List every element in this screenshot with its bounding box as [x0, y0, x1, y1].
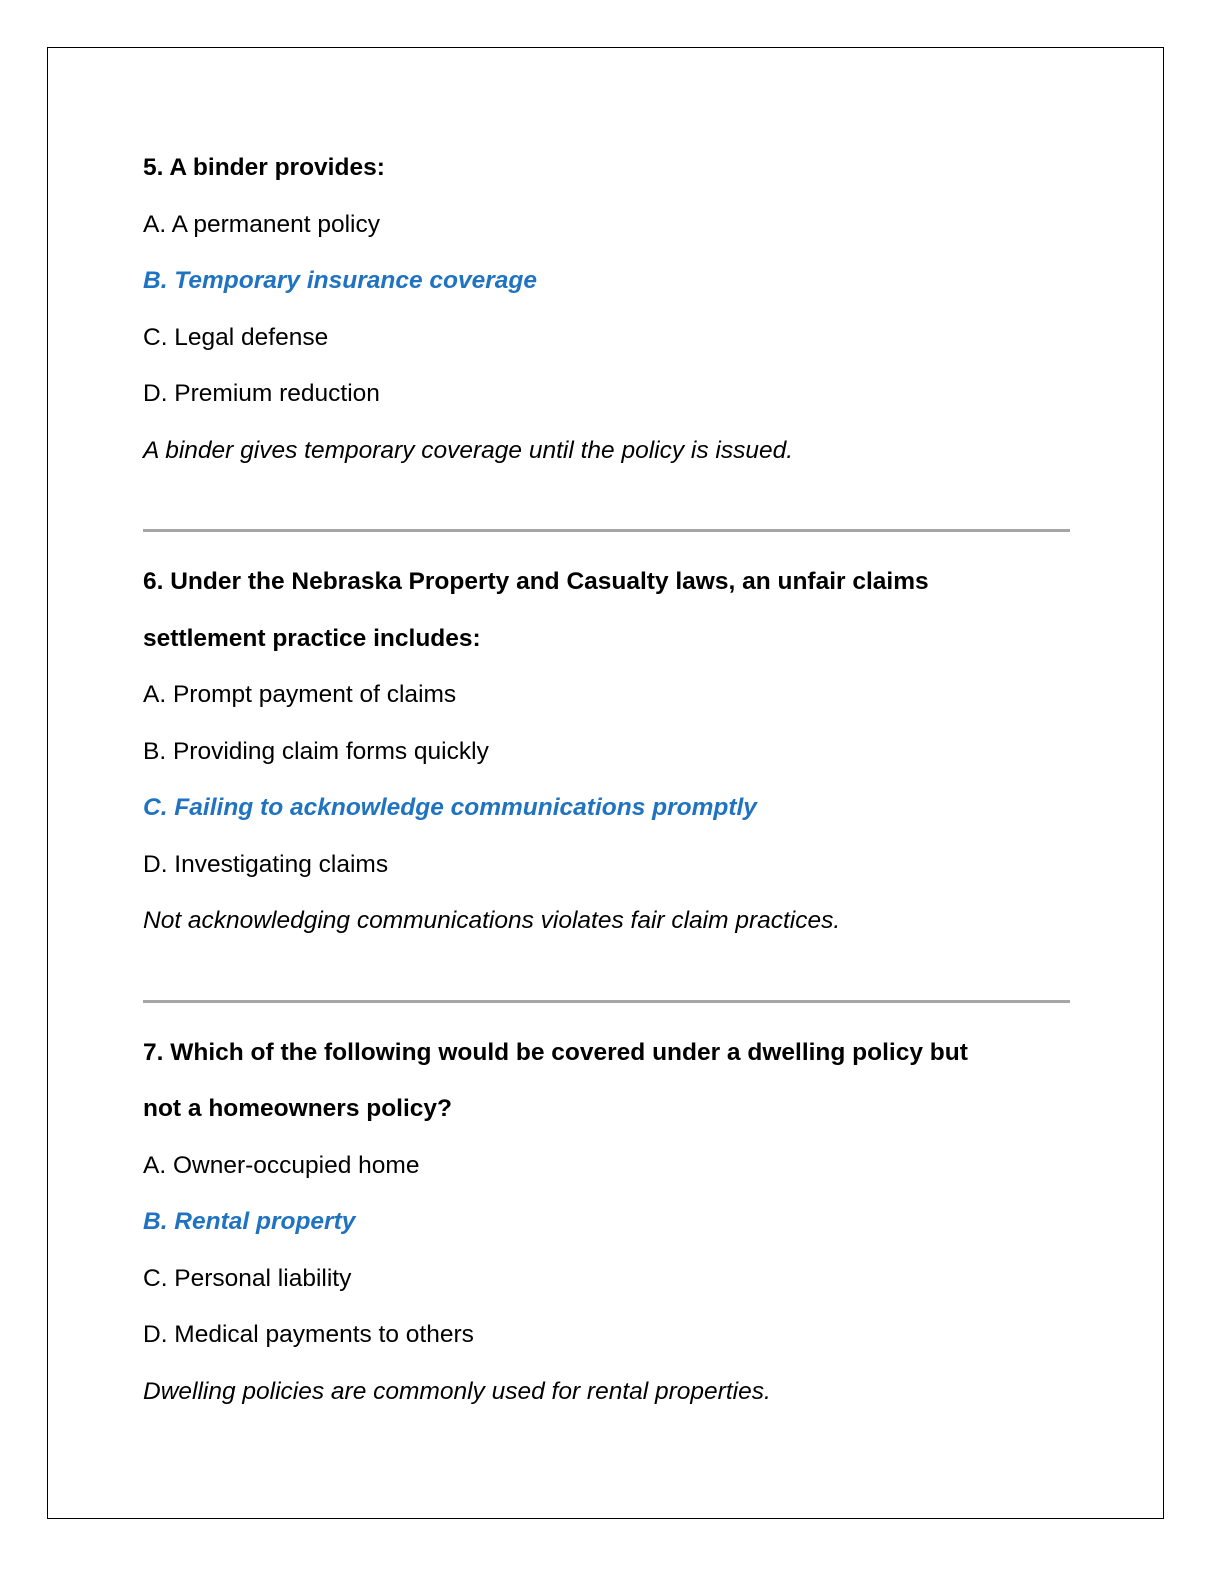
option-b-correct: B. Temporary insurance coverage — [143, 267, 537, 294]
option-c-correct: C. Failing to acknowledge communications promptly — [143, 794, 757, 821]
section-divider — [143, 529, 1070, 532]
question-title-line1: 6. Under the Nebraska Property and Casualty laws, an unfair claims — [143, 568, 929, 595]
option-d: D. Premium reduction — [143, 380, 380, 407]
question-title-line1: 7. Which of the following would be covered under a dwelling policy but — [143, 1038, 968, 1066]
question-title: 5. A binder provides: — [143, 154, 385, 181]
question-6 — [143, 554, 1073, 950]
option-b-correct: B. Rental property — [143, 1208, 356, 1235]
option-a: A. Owner-occupied home — [143, 1151, 420, 1179]
option-c: C. Legal defense — [143, 323, 329, 351]
option-b: B. Providing claim forms quickly — [143, 737, 489, 765]
question-7 — [143, 1025, 1073, 1421]
option-c: C. Personal liability — [143, 1264, 352, 1292]
option-d: D. Medical payments to others — [143, 1321, 474, 1348]
document-content — [143, 140, 1073, 1420]
option-a: A. Prompt payment of claims — [143, 681, 457, 708]
explanation: Not acknowledging communications violates fair claim practices. — [143, 907, 841, 934]
option-a: A. A permanent policy — [143, 210, 380, 238]
explanation: Dwelling policies are commonly used for rental properties. — [143, 1377, 771, 1405]
explanation: A binder gives temporary coverage until the policy is issued. — [143, 436, 794, 464]
section-divider — [143, 1000, 1070, 1003]
option-d: D. Investigating claims — [143, 850, 389, 878]
question-5 — [143, 140, 1073, 479]
question-title-line2: not a homeowners policy? — [143, 1095, 453, 1122]
question-title-line2: settlement practice includes: — [143, 624, 481, 652]
